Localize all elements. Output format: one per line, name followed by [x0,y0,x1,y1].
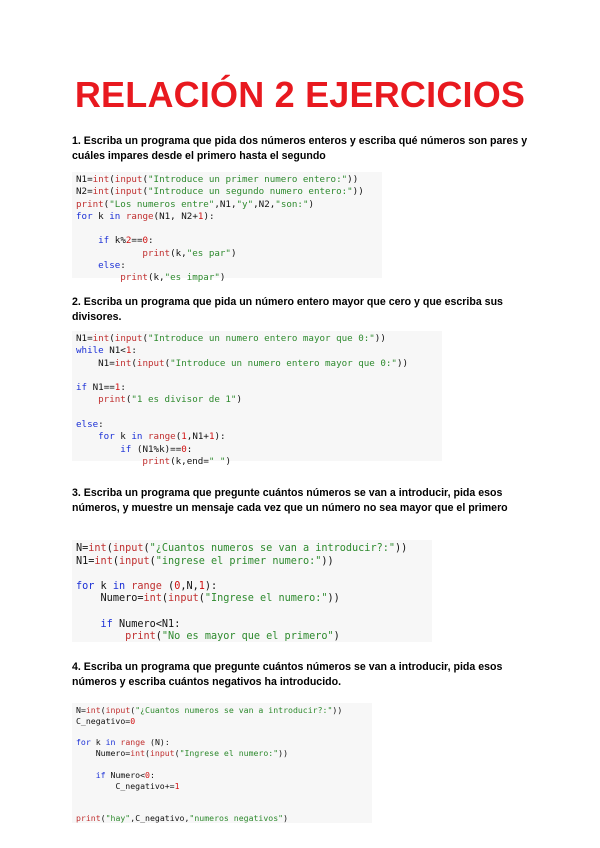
exercise-4-question: 4. Escriba un programa que pregunte cuántos números se van a introducir, pida esos números y escriba cuántos negativos ha introducido. [72,661,503,688]
code-line: if (N1%k)==0: [120,443,193,455]
code-line [76,802,368,813]
code-line [76,791,368,802]
code-line [76,727,368,738]
code-line: print(k,"es impar") [120,272,226,284]
exercise-3-question: 3. Escriba un programa que pregunte cuántos números se van a introducir, pida esos números, y muestre un mensaje cada vez que un número no sea mayor que el primero [72,487,508,514]
code-line: Numero=int(input("Ingrese el numero:")) [95,748,289,759]
code-line: else: [98,260,126,272]
code-line: else: [76,419,104,431]
code-line: N1=int(input("Introduce un numero entero mayor que 0:")) [98,357,409,369]
exercise-2-question: 2. Escriba un programa que pida un número entero mayor que cero y que escriba sus divisores. [72,296,503,323]
code-line: N1=int(input("ingrese el primer numero:")) [76,555,334,567]
code-line: if Numero<N1: [100,618,181,630]
code-line: print(k,end=" ") [142,455,232,467]
code-line: N=int(input("¿Cuantos numeros se van a introducir?:")) [76,705,343,715]
code-line: print(k,"es par") [142,247,237,259]
code-line [76,223,378,235]
exercise-2-code [72,331,442,467]
code-line: for k in range (0,N,1): [76,580,218,592]
code-line: N1=int(input("Introduce un primer numero entero:")) [76,174,359,185]
code-line: for k in range(N1, N2+1): [76,210,215,222]
code-line: C_negativo+=1 [115,780,180,791]
code-line: if Numero<0: [95,769,155,780]
code-line [76,759,368,770]
code-line [76,568,428,581]
code-line [76,407,438,419]
code-line: for k in range (N): [76,737,170,748]
code-line: print("1 es divisor de 1") [98,394,243,406]
code-line: for k in range(1,N1+1): [98,431,226,443]
code-line [76,370,438,382]
exercise-3-code [72,540,432,642]
exercise-4-code [72,703,372,823]
code-line: N1=int(input("Introduce un numero entero mayor que 0:")) [76,333,386,344]
code-line: C_negativo=0 [76,715,136,726]
code-line: N=int(input("¿Cuantos numeros se van a introducir?:")) [76,543,408,554]
code-line: while N1<1: [76,345,137,357]
exercise-1-question: 1. Escriba un programa que pida dos números enteros y escriba qué números son pares y cuáles impares desde el primero hasta el segundo [72,135,528,162]
code-line [76,606,428,619]
exercise-1-code [72,172,382,284]
code-line: print("Los numeros entre",N1,"y",N2,"son:") [76,198,315,210]
code-line: if k%2==0: [98,235,154,247]
code-line: Numero=int(input("Ingrese el numero:")) [100,593,340,605]
page-title: RELACIÓN 2 EJERCICIOS [74,74,526,115]
code-line: N2=int(input("Introduce un segundo numero entero:")) [76,186,364,198]
code-line: if N1==1: [76,382,126,394]
code-line: print("hay",C_negativo,"numeros negativos") [76,812,289,823]
code-line: print("No es mayor que el primero") [125,631,340,643]
